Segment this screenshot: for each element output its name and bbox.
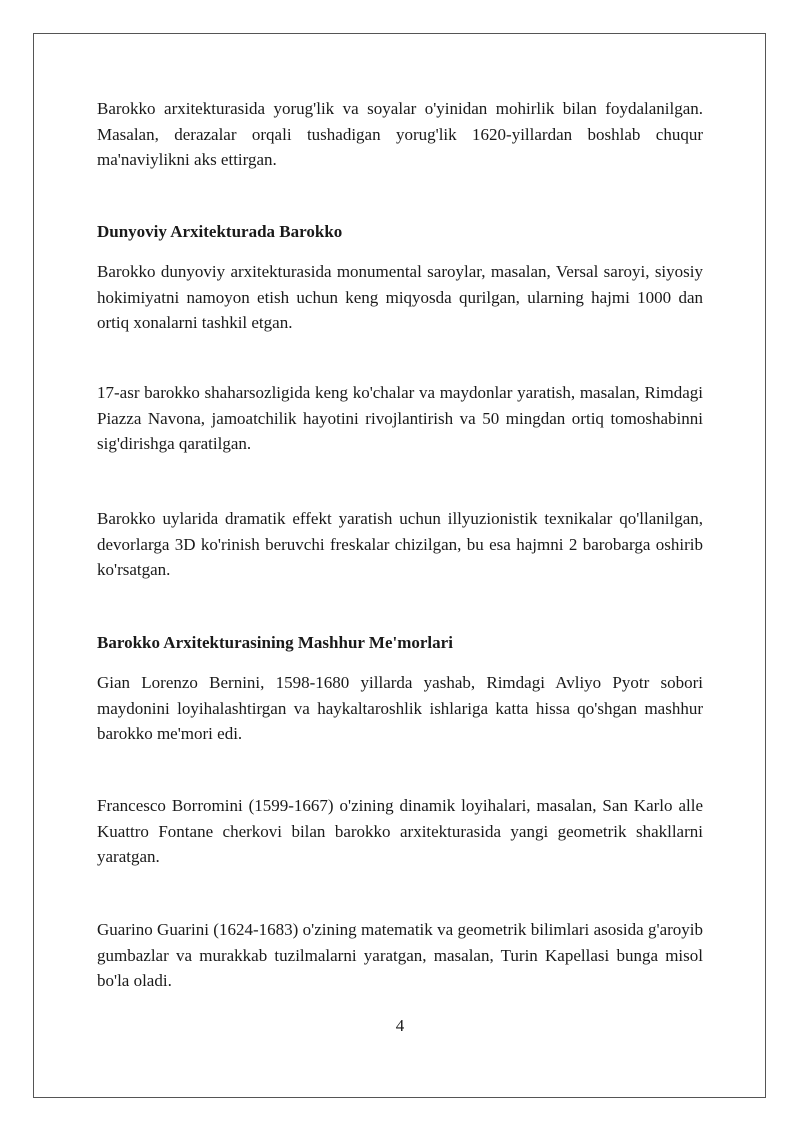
paragraph-guarini: Guarino Guarini (1624-1683) o'zining matematik va geometrik bilimlari asosida g'aroyib gumbazlar va murakkab tuzilmalarni yaratgan, masalan, Turin Kapellasi bunga misol bo'la oladi.	[97, 920, 703, 990]
paragraph-versailles: Barokko dunyoviy arxitekturasida monumental saroylar, masalan, Versal saroyi, siyosiy hokimiyatni namoyon etish uchun keng miqyosda qurilgan, ularning hajmi 1000 dan ortiq xonalarni tashkil etgan.	[97, 262, 703, 332]
paragraph-bernini: Gian Lorenzo Bernini, 1598-1680 yillarda yashab, Rimdagi Avliyo Pyotr sobori maydonini loyihalashtirgan va haykaltaroshlik ishlariga katta hissa qo'shgan mashhur barokko me'mori edi.	[97, 673, 703, 743]
paragraph-piazza-navona: 17-asr barokko shaharsozligida keng ko'chalar va maydonlar yaratish, masalan, Rimdagi Piazza Navona, jamoatchilik hayotini rivojlantirish va 50 mingdan ortiq tomoshabinni sig'dirishga qaratilgan.	[97, 383, 703, 453]
page-number: 4	[395, 1016, 405, 1035]
heading-secular-baroque: Dunyoviy Arxitekturada Barokko	[97, 222, 343, 241]
paragraph-borromini: Francesco Borromini (1599-1667) o'zining dinamik loyihalari, masalan, San Karlo alle Kuattro Fontane cherkovi bilan barokko arxitekturasida yangi geometrik shakllarni yaratgan.	[97, 796, 703, 866]
heading-famous-architects: Barokko Arxitekturasining Mashhur Me'morlari	[97, 633, 453, 652]
paragraph-light-and-shadow: Barokko arxitekturasida yorug'lik va soyalar o'yinidan mohirlik bilan foydalanilgan. Masalan, derazalar orqali tushadigan yorug'lik 1620-yillardan boshlab chuqur ma'naviylikni aks ettirgan.	[97, 99, 703, 169]
paragraph-illusionism: Barokko uylarida dramatik effekt yaratish uchun illyuzionistik texnikalar qo'llanilgan, devorlarga 3D ko'rinish beruvchi freskalar chizilgan, bu esa hajmni 2 barobarga oshirib ko'rsatgan.	[97, 509, 703, 579]
